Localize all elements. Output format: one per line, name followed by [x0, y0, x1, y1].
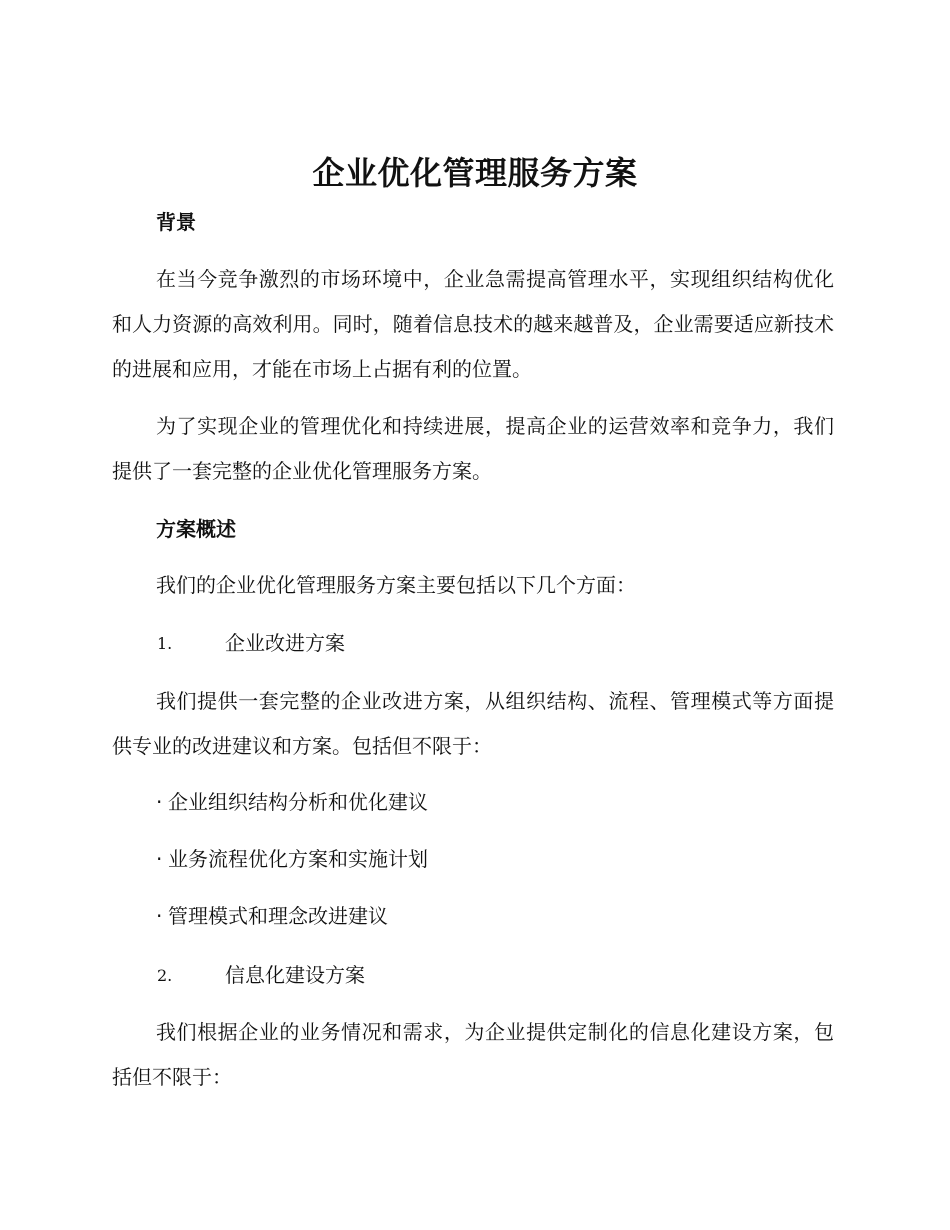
list-number-2: 2.: [157, 966, 173, 985]
list-item-title-2: 信息化建设方案: [225, 963, 365, 987]
bullet-item: [156, 902, 388, 930]
section-heading-overview: 方案概述: [156, 517, 236, 541]
list-item-title-1: 企业改进方案: [225, 631, 345, 655]
document-title: 企业优化管理服务方案: [312, 154, 638, 192]
bullet-text: 业务流程优化方案和实施计划: [168, 847, 428, 871]
overview-intro: 我们的企业优化管理服务方案主要包括以下几个方面：: [156, 573, 636, 597]
bullet-dot-icon: ·: [156, 790, 163, 814]
background-paragraph-2: 为了实现企业的管理优化和持续进展，提高企业的运营效率和竞争力，我们提供了一套完整的企业优化管理服务方案。: [112, 414, 834, 483]
section-heading-background: 背景: [156, 210, 196, 234]
list-number-1: 1.: [157, 634, 173, 653]
bullet-dot-icon: ·: [156, 904, 163, 928]
bullet-item: [156, 788, 428, 816]
background-paragraph-1: 在当今竞争激烈的市场环境中，企业急需提高管理水平，实现组织结构优化和人力资源的高效利用。同时，随着信息技术的越来越普及，企业需要适应新技术的进展和应用，才能在市场上占据有利的位置。: [112, 267, 834, 381]
list-item-description-2: 我们根据企业的业务情况和需求，为企业提供定制化的信息化建设方案，包括但不限于：: [112, 1020, 834, 1089]
bullet-item: [156, 845, 428, 873]
list-item-description-1: 我们提供一套完整的企业改进方案，从组织结构、流程、管理模式等方面提供专业的改进建议和方案。包括但不限于：: [112, 689, 834, 758]
bullet-dot-icon: ·: [156, 847, 163, 871]
bullet-text: 管理模式和理念改进建议: [168, 904, 388, 928]
bullet-text: 企业组织结构分析和优化建议: [168, 790, 428, 814]
